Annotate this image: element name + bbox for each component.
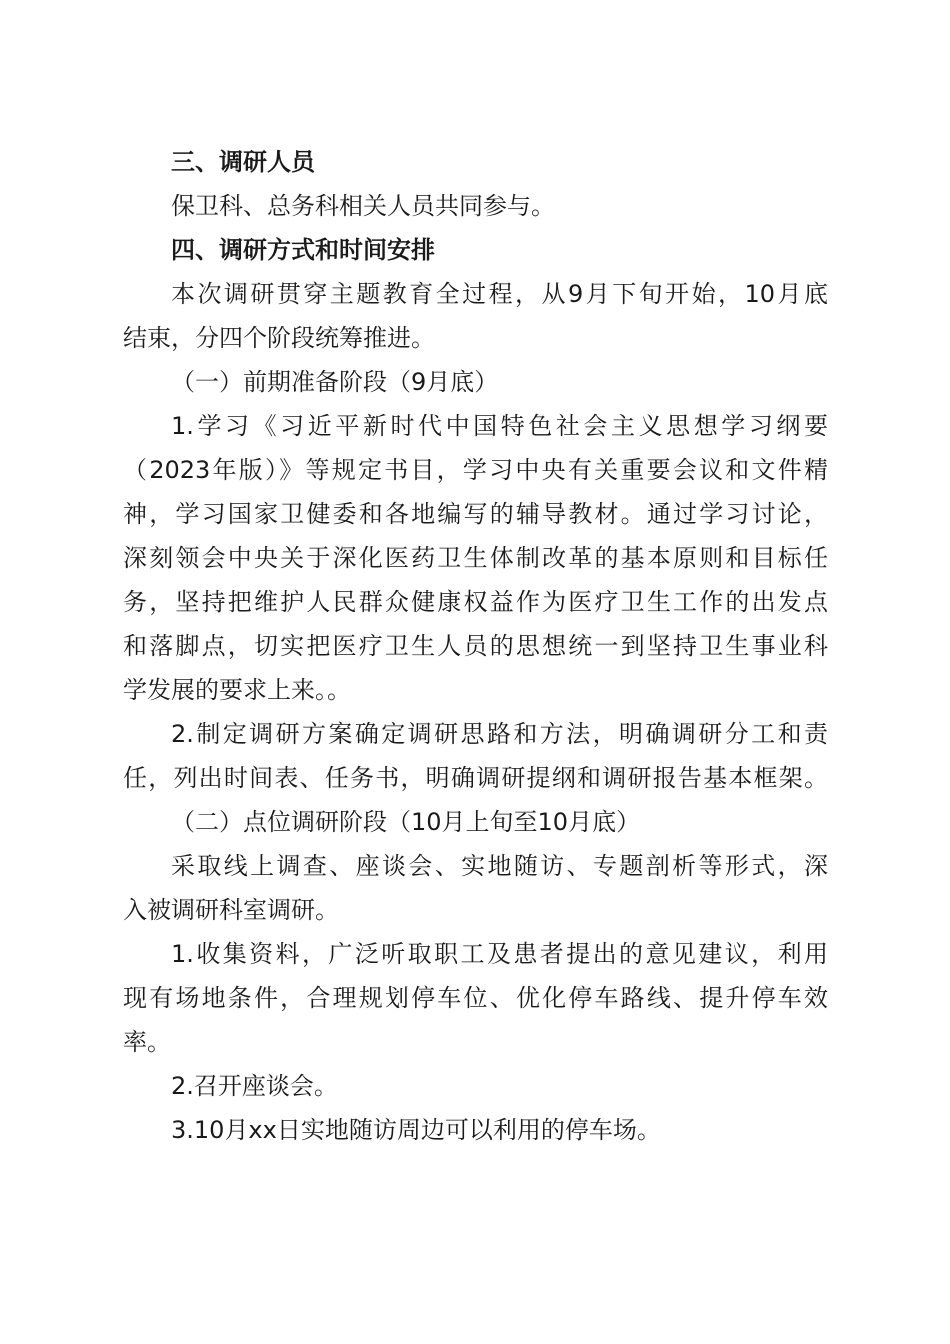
paragraph-line: 结束，分四个阶段统筹推进。	[123, 324, 435, 352]
paragraph-line: 1.收集资料，广泛听取职工及患者提出的意见建议，利用	[171, 940, 828, 968]
paragraph-line: 任，列出时间表、任务书，明确调研提纲和调研报告基本框架。	[123, 764, 828, 792]
paragraph-line: 务，坚持把维护人民群众健康权益作为医疗卫生工作的出发点	[123, 588, 828, 616]
subheading-site-research-stage: （二）点位调研阶段（10月上旬至10月底）	[171, 808, 641, 836]
paragraph-line: 和落脚点，切实把医疗卫生人员的思想统一到坚持卫生事业科	[123, 632, 828, 660]
paragraph-line: 1.学习《习近平新时代中国特色社会主义思想学习纲要	[171, 412, 828, 440]
paragraph-line: 深刻领会中央关于深化医药卫生体制改革的基本原则和目标任	[123, 544, 828, 572]
paragraph-line: 3.10月xx日实地随访周边可以利用的停车场。	[171, 1116, 661, 1144]
paragraph-line: 现有场地条件，合理规划停车位、优化停车路线、提升停车效	[123, 984, 828, 1012]
paragraph-line: （2023年版）》等规定书目，学习中央有关重要会议和文件精	[123, 456, 828, 484]
paragraph-line: 率。	[123, 1028, 171, 1056]
paragraph-line: 本次调研贯穿主题教育全过程，从9月下旬开始，10月底	[171, 280, 828, 308]
paragraph-line: 神，学习国家卫健委和各地编写的辅导教材。通过学习讨论，	[123, 500, 828, 528]
paragraph-line: 保卫科、总务科相关人员共同参与。	[171, 192, 555, 220]
paragraph-line: 2.召开座谈会。	[171, 1072, 338, 1100]
subheading-preparation-stage: （一）前期准备阶段（9月底）	[171, 368, 499, 396]
paragraph-line: 采取线上调查、座谈会、实地随访、专题剖析等形式，深	[171, 852, 828, 880]
section-heading-method-schedule: 四、调研方式和时间安排	[171, 236, 435, 264]
paragraph-line: 学发展的要求上来。。	[123, 676, 351, 704]
paragraph-line: 2.制定调研方案确定调研思路和方法，明确调研分工和责	[171, 720, 828, 748]
document-body	[123, 140, 828, 1152]
section-heading-personnel: 三、调研人员	[171, 148, 315, 176]
paragraph-line: 入被调研科室调研。	[123, 896, 339, 924]
